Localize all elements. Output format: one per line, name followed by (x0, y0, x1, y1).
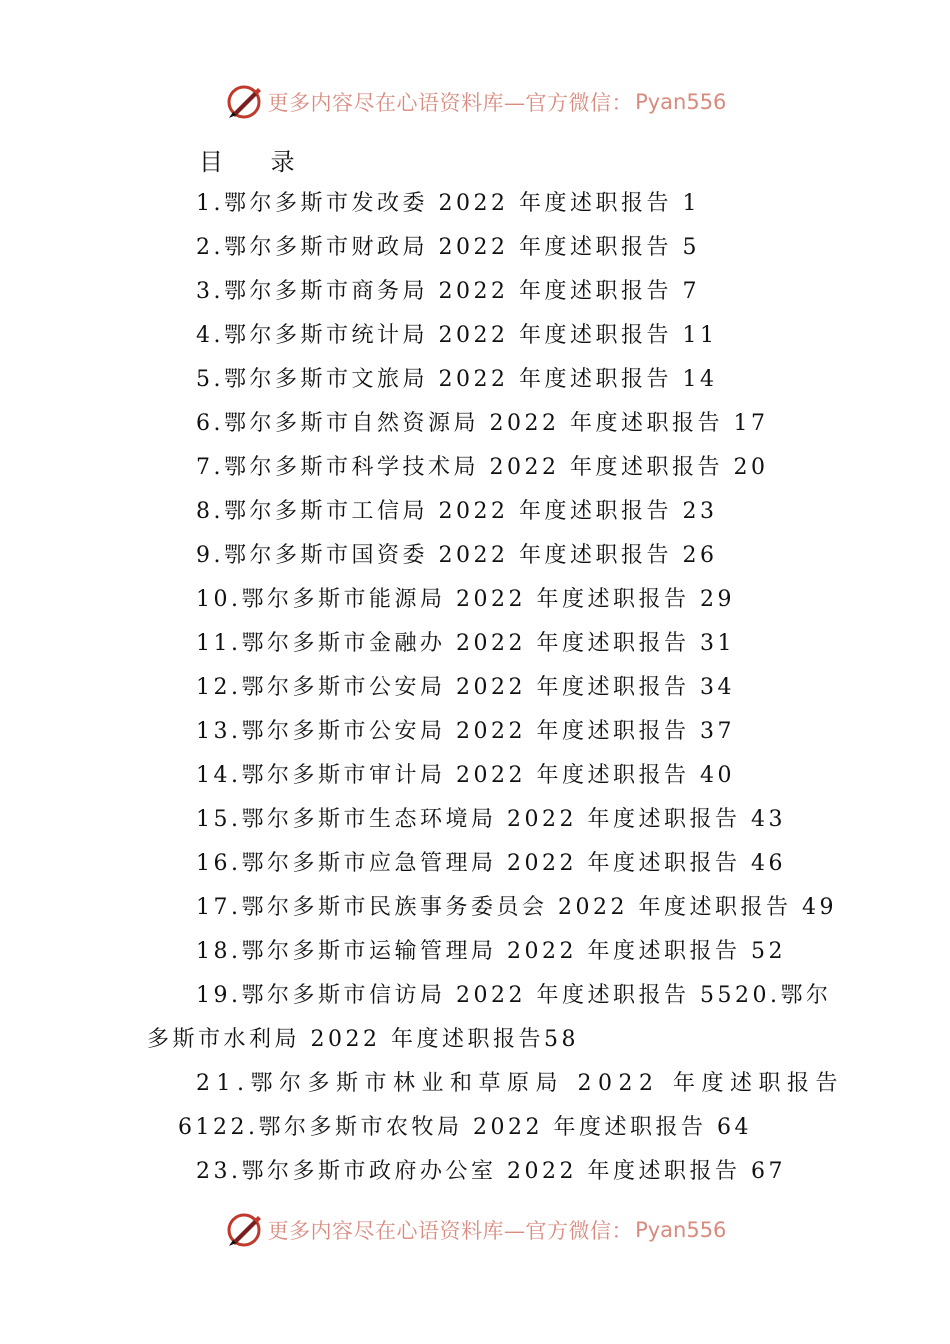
watermark-text: 更多内容尽在心语资料库—官方微信： (267, 91, 634, 115)
toc-entry-9[interactable]: 9.鄂尔多斯市国资委 2022 年度述职报告 26 (196, 543, 718, 568)
pen-seal-logo-icon (224, 1210, 264, 1250)
toc-entry-4[interactable]: 4.鄂尔多斯市统计局 2022 年度述职报告 11 (196, 323, 718, 348)
pen-seal-logo-icon (224, 82, 264, 122)
toc-entry-13[interactable]: 13.鄂尔多斯市公安局 2022 年度述职报告 37 (196, 719, 735, 744)
watermark-wechat: Pyan556 (635, 90, 727, 114)
toc-heading: 目 录 (199, 148, 315, 176)
toc-entry-22[interactable]: 6122.鄂尔多斯市农牧局 2022 年度述职报告 64 (178, 1115, 752, 1140)
watermark-wechat: Pyan556 (635, 1218, 727, 1242)
toc-entry-5[interactable]: 5.鄂尔多斯市文旅局 2022 年度述职报告 14 (196, 367, 718, 392)
toc-entry-10[interactable]: 10.鄂尔多斯市能源局 2022 年度述职报告 29 (196, 587, 735, 612)
watermark-text: 更多内容尽在心语资料库—官方微信： (267, 1219, 634, 1243)
toc-entry-12[interactable]: 12.鄂尔多斯市公安局 2022 年度述职报告 34 (196, 675, 735, 700)
toc-entry-7[interactable]: 7.鄂尔多斯市科学技术局 2022 年度述职报告 20 (196, 455, 769, 480)
toc-entry-16[interactable]: 16.鄂尔多斯市应急管理局 2022 年度述职报告 46 (196, 851, 786, 876)
toc-entry-6[interactable]: 6.鄂尔多斯市自然资源局 2022 年度述职报告 17 (196, 411, 769, 436)
toc-entry-11[interactable]: 11.鄂尔多斯市金融办 2022 年度述职报告 31 (196, 631, 735, 656)
toc-entry-17[interactable]: 17.鄂尔多斯市民族事务委员会 2022 年度述职报告 49 (196, 895, 837, 920)
toc-entry-2[interactable]: 2.鄂尔多斯市财政局 2022 年度述职报告 5 (196, 235, 700, 260)
toc-entry-20[interactable]: 多斯市水利局 2022 年度述职报告58 (147, 1027, 579, 1052)
toc-entry-14[interactable]: 14.鄂尔多斯市审计局 2022 年度述职报告 40 (196, 763, 735, 788)
toc-entry-21[interactable]: 21.鄂尔多斯市林业和草原局 2022 年度述职报告 (196, 1071, 844, 1096)
toc-entry-18[interactable]: 18.鄂尔多斯市运输管理局 2022 年度述职报告 52 (196, 939, 786, 964)
watermark-banner-top (0, 80, 950, 124)
toc-entry-3[interactable]: 3.鄂尔多斯市商务局 2022 年度述职报告 7 (196, 279, 700, 304)
watermark-banner-bottom (0, 1208, 950, 1252)
toc-entry-8[interactable]: 8.鄂尔多斯市工信局 2022 年度述职报告 23 (196, 499, 718, 524)
toc-entry-19[interactable]: 19.鄂尔多斯市信访局 2022 年度述职报告 5520.鄂尔 (196, 983, 832, 1008)
toc-entry-15[interactable]: 15.鄂尔多斯市生态环境局 2022 年度述职报告 43 (196, 807, 786, 832)
toc-entry-1[interactable]: 1.鄂尔多斯市发改委 2022 年度述职报告 1 (196, 191, 700, 216)
toc-entry-23[interactable]: 23.鄂尔多斯市政府办公室 2022 年度述职报告 67 (196, 1159, 786, 1184)
